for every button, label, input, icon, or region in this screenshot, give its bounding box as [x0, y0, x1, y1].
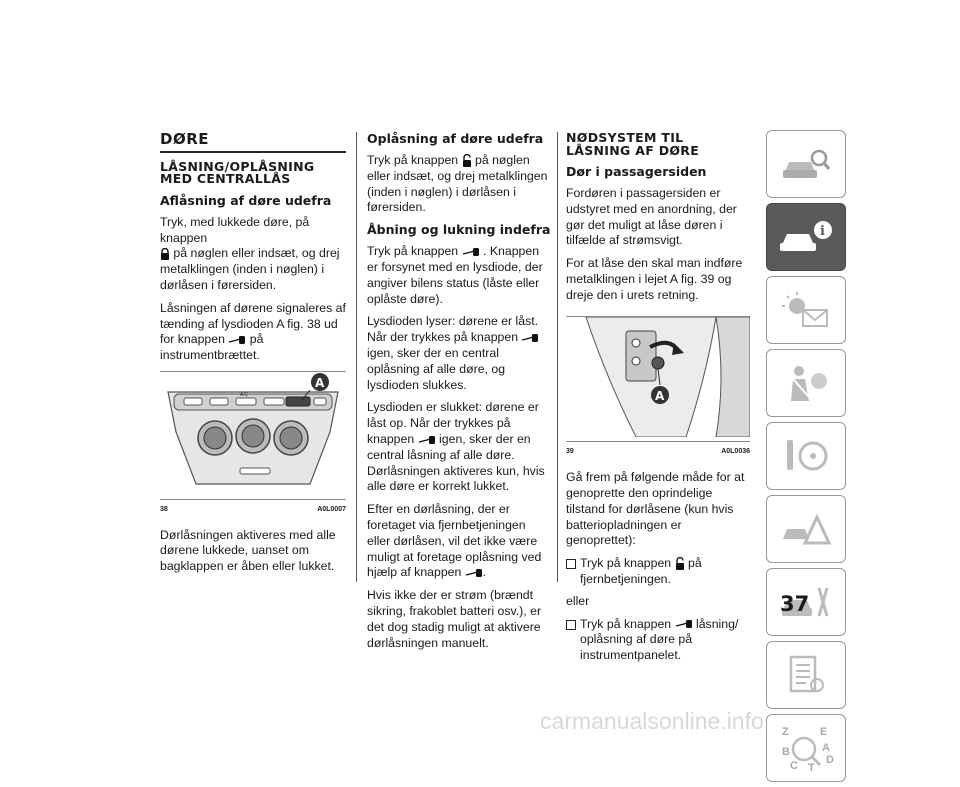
- paragraph: Fordøren i passagersiden er udstyret med en anordning, der gør det muligt at låse døren i tilfælde af strømsvigt.: [566, 186, 737, 248]
- figure-38: [160, 371, 346, 500]
- column-3: [566, 132, 750, 670]
- svg-text:C: C: [790, 760, 798, 772]
- car-magnifier-icon: [781, 144, 831, 184]
- paragraph: Hvis ikke der er strøm (brændt sikring, frakoblet batteri osv.), er det dog stadig muligt at aktivere dørlåsningen manuelt.: [367, 588, 542, 650]
- paragraph: Tryk på knappen . Knappen er forsynet med en lysdiode, der angiver bilens status (låste eller oplåste døre).: [367, 244, 543, 306]
- svg-text:A: A: [822, 742, 830, 754]
- tab-starting-driving[interactable]: [766, 422, 846, 490]
- column-1: [160, 132, 346, 582]
- figure-39: [566, 316, 750, 443]
- seatbelt-airbag-icon: [781, 363, 831, 403]
- svg-text:i: i: [820, 224, 825, 239]
- chapter-tabs: [766, 130, 846, 787]
- tab-warning-lights[interactable]: [766, 276, 846, 344]
- figure-code: A0L0007: [317, 505, 346, 513]
- door-lock-illustration: [566, 317, 750, 437]
- checkbox-bullet-icon: [566, 620, 576, 630]
- heading-passenger-door: Dør i passagersiden: [566, 164, 707, 179]
- figure-caption: [566, 444, 750, 460]
- list-item: Tryk på knappen låsning/ oplåsning af døre på instrumentpanelet.: [566, 617, 750, 664]
- car-info-icon: [778, 217, 834, 257]
- central-lock-key-icon: [418, 435, 436, 445]
- central-lock-key-icon: [465, 568, 483, 578]
- paragraph: Tryk på knappen på nøglen eller indsæt, og drej metalklingen (inden i nøglen) i dørlåsen i førersiden.: [367, 153, 548, 215]
- warning-light-envelope-icon: [781, 290, 831, 330]
- dashboard-console-illustration: [160, 372, 346, 494]
- tab-doors-info[interactable]: [766, 203, 846, 271]
- paragraph: Lysdioden lyser: dørene er låst. Når der trykkes på knappen igen, sker der en central oplåsning af alle døre, og lysdioden slukkes.: [367, 314, 539, 392]
- car-warning-triangle-icon: [781, 509, 831, 549]
- heading-central-locking: LÅSNING/OPLÅSNING MED CENTRALLÅS: [160, 158, 315, 187]
- list-item: Tryk på knappen på fjernbetjeningen.: [566, 556, 750, 588]
- watermark: carmanualsonline.info: [540, 708, 764, 734]
- figure-number: 39: [566, 448, 574, 456]
- figure-number: 38: [160, 505, 168, 513]
- title-rule: [160, 151, 346, 153]
- figure-code: A0L0036: [721, 448, 750, 456]
- paragraph: Lysdioden er slukket: dørene er låst op. Når der trykkes på knappen igen, sker der en central låsning af alle døre. Dørlåsningen aktiveres kun, hvis alle døre er korrekt lukket.: [367, 400, 545, 494]
- central-lock-key-icon: [675, 619, 693, 629]
- heading-unlock-outside: Oplåsning af døre udefra: [367, 131, 544, 146]
- column-2: [367, 132, 551, 658]
- svg-text:E: E: [820, 726, 828, 738]
- paragraph: Gå frem på følgende måde for at genoprette den oprindelige tilstand for dørlåsene (kun hvis batteriopladningen er genoprettet):: [566, 470, 745, 548]
- checkbox-bullet-icon: [566, 559, 576, 569]
- tab-index[interactable]: [766, 714, 846, 782]
- heading-open-close-inside: Åbning og lukning indefra: [367, 222, 551, 238]
- document-list-icon: [781, 655, 831, 695]
- steering-wheel-key-icon: [781, 436, 831, 476]
- figure-caption: [160, 502, 346, 518]
- svg-text:D: D: [826, 754, 834, 766]
- paragraph: Tryk, med lukkede døre, på knappen på nøglen eller indsæt, og drej metalklingen (inden i nøglen) i dørlåsen i førersiden.: [160, 214, 340, 292]
- svg-text:T: T: [808, 762, 815, 773]
- central-lock-key-icon: [228, 335, 246, 345]
- svg-text:A/C: A/C: [240, 391, 249, 398]
- paragraph: For at låse den skal man indføre metalklingen i lejet A fig. 39 og dreje den i urets retning.: [566, 256, 743, 302]
- column-divider: [356, 132, 357, 582]
- padlock-closed-icon: [160, 248, 170, 260]
- paragraph-or: eller: [566, 593, 590, 608]
- tab-know-your-car[interactable]: [766, 130, 846, 198]
- page-number: 37: [780, 592, 810, 616]
- svg-text:Z: Z: [782, 726, 789, 738]
- alphabetical-index-icon: [776, 723, 836, 773]
- column-divider: [557, 132, 558, 582]
- svg-text:B: B: [782, 746, 790, 758]
- padlock-open-icon: [675, 557, 685, 570]
- paragraph: Låsningen af dørene signaleres af tænding af lysdioden A fig. 38 ud for knappen på instrumentbrættet.: [160, 300, 346, 363]
- figure-label: A: [315, 375, 325, 390]
- section-title: DØRE: [160, 130, 209, 148]
- figure-label: A: [655, 388, 665, 403]
- paragraph: Dørlåsningen aktiveres med alle dørene lukkede, uanset om bagklappen er åben eller lukket.: [160, 527, 336, 574]
- central-lock-key-icon: [521, 333, 539, 343]
- paragraph: Efter en dørlåsning, der er foretaget via fjernbetjeningen eller dørlåsen, vil det ikke være muligt at foretage oplåsning ved hjælp af knappen .: [367, 502, 542, 580]
- central-lock-key-icon: [462, 247, 480, 257]
- tab-emergency[interactable]: [766, 495, 846, 563]
- heading-lock-outside: Aflåsning af døre udefra: [160, 192, 332, 208]
- heading-emergency-system: NØDSYSTEM TIL LÅSNING AF DØRE: [566, 130, 700, 158]
- tab-technical-data[interactable]: [766, 641, 846, 709]
- tab-safety[interactable]: [766, 349, 846, 417]
- padlock-open-icon: [462, 154, 472, 167]
